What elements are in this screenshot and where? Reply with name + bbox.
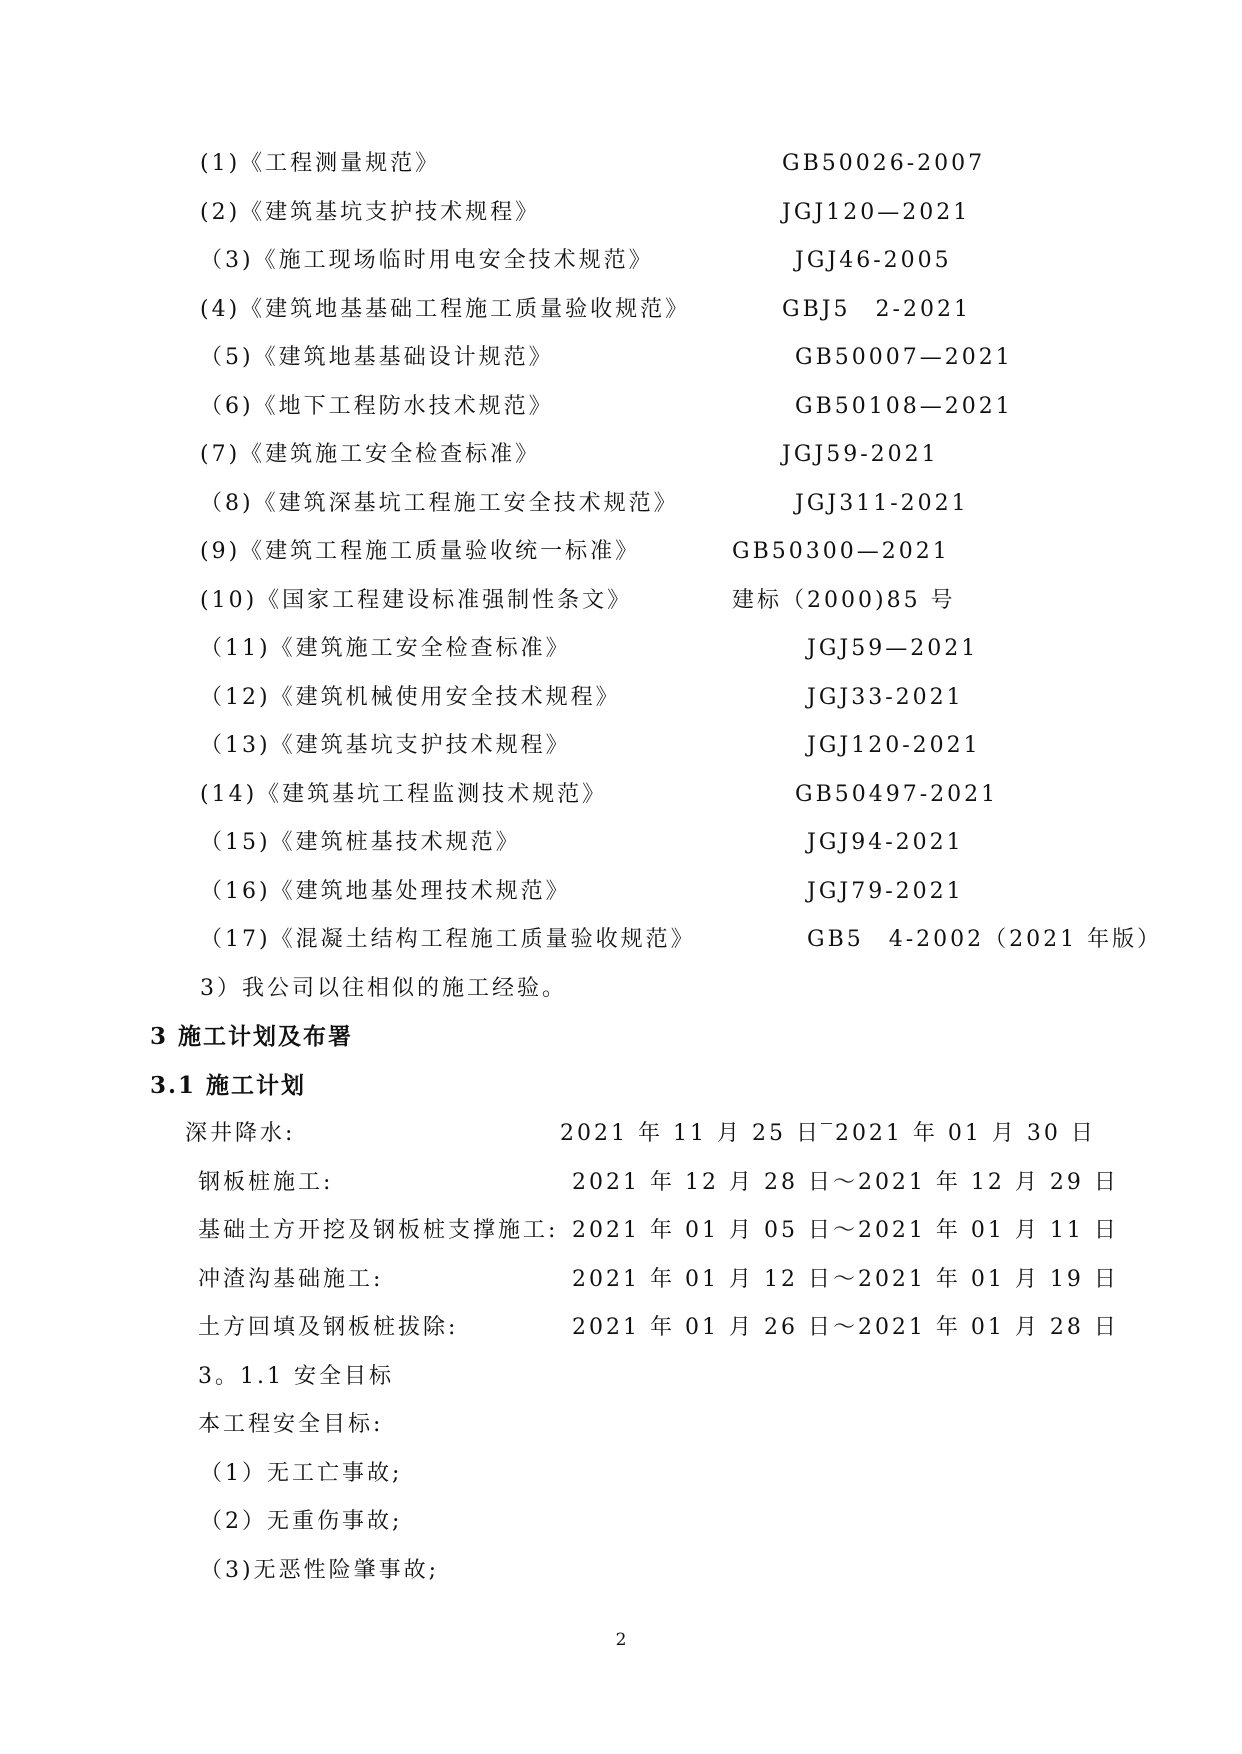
standard-row: [0, 920, 1242, 960]
standard-name: (14)《建筑基坑工程监测技术规范》: [200, 782, 608, 807]
standard-code: JGJ120—2021: [782, 200, 971, 225]
standard-name: (10)《国家工程建设标准强制性条文》: [200, 588, 633, 613]
standard-name: （15)《建筑桩基技术规范》: [200, 830, 521, 855]
safety-intro: [0, 1405, 1242, 1445]
standard-row: [0, 435, 1242, 475]
standard-code: GBJ5 2-2021: [782, 297, 971, 322]
standard-row: [0, 387, 1242, 427]
standard-row: [0, 775, 1242, 815]
standard-row: [0, 532, 1242, 572]
standard-row: [0, 338, 1242, 378]
safety-goal-text: （3)无恶性险肇事故;: [200, 1558, 439, 1583]
standard-code: GB50026-2007: [782, 151, 986, 176]
standard-name: （12)《建筑机械使用安全技术规程》: [200, 685, 621, 710]
schedule-period: 2021 年 12 月 28 日～2021 年 12 月 29 日: [572, 1170, 1119, 1195]
standard-code: JGJ33-2021: [807, 685, 964, 710]
safety-goal-text: （1）无工亡事故;: [200, 1461, 403, 1486]
subsection-heading: [0, 1066, 1242, 1106]
standard-row: [0, 872, 1242, 912]
standard-name: (4)《建筑地基基础工程施工质量验收规范》: [200, 297, 691, 322]
standard-code: GB5 4-2002（2021 年版）: [807, 927, 1163, 952]
schedule-period: 2021 年 11 月 25 日‾2021 年 01 月 30 日: [560, 1121, 1096, 1146]
standard-code: GB50108—2021: [795, 394, 1013, 419]
safety-goal: [0, 1454, 1242, 1494]
schedule-row: [0, 1260, 1242, 1300]
standard-code: GB50300—2021: [732, 539, 950, 564]
standard-code: JGJ94-2021: [807, 830, 964, 855]
schedule-task: 冲渣沟基础施工:: [198, 1267, 384, 1292]
safety-goal: [0, 1502, 1242, 1542]
standard-row: [0, 193, 1242, 233]
standard-code: JGJ120-2021: [807, 733, 981, 758]
standard-name: （8)《建筑深基坑工程施工安全技术规范》: [200, 491, 679, 516]
standard-code: GB50497-2021: [795, 782, 999, 807]
standard-row: [0, 678, 1242, 718]
standard-row: [0, 241, 1242, 281]
standard-name: （13)《建筑基坑支护技术规程》: [200, 733, 571, 758]
page-number: 2: [615, 1630, 627, 1650]
safety-goal: [0, 1551, 1242, 1591]
schedule-row: [0, 1308, 1242, 1348]
standard-code: JGJ79-2021: [807, 879, 964, 904]
standard-name: (9)《建筑工程施工质量验收统一标准》: [200, 539, 641, 564]
schedule-task: 基础土方开挖及钢板桩支撑施工:: [198, 1218, 559, 1243]
section-3-1-title: 3.1 施工计划: [150, 1072, 307, 1099]
schedule-row: [0, 1114, 1242, 1154]
schedule-row: [0, 1163, 1242, 1203]
standard-name: (1)《工程测量规范》: [200, 151, 441, 176]
schedule-task: 土方回填及钢板桩拔除:: [198, 1315, 459, 1340]
schedule-period: 2021 年 01 月 26 日～2021 年 01 月 28 日: [572, 1315, 1119, 1340]
experience-note-text: 3）我公司以往相似的施工经验。: [200, 976, 567, 1001]
standard-name: （6)《地下工程防水技术规范》: [200, 394, 554, 419]
standard-row: [0, 144, 1242, 184]
standard-row: [0, 823, 1242, 863]
safety-subsection-title: [0, 1357, 1242, 1397]
experience-note: [0, 969, 1242, 1009]
schedule-task: 钢板桩施工:: [198, 1170, 334, 1195]
standard-name: （16)《建筑地基处理技术规范》: [200, 879, 571, 904]
standard-row: [0, 629, 1242, 669]
schedule-row: [0, 1211, 1242, 1251]
section-3-title: 3 施工计划及布署: [150, 1023, 354, 1050]
standard-code: GB50007—2021: [795, 345, 1013, 370]
section-heading: [0, 1017, 1242, 1057]
schedule-period: 2021 年 01 月 12 日～2021 年 01 月 19 日: [572, 1267, 1119, 1292]
safety-goal-text: （2）无重伤事故;: [200, 1509, 403, 1534]
standard-code: JGJ59-2021: [782, 442, 939, 467]
standard-name: （5)《建筑地基基础设计规范》: [200, 345, 554, 370]
safety-intro-text: 本工程安全目标:: [198, 1412, 384, 1437]
standard-row: [0, 726, 1242, 766]
standard-name: (2)《建筑基坑支护技术规程》: [200, 200, 541, 225]
standard-row: [0, 290, 1242, 330]
standard-name: （17)《混凝土结构工程施工质量验收规范》: [200, 927, 696, 952]
standard-code: 建标（2000)85 号: [732, 588, 956, 613]
standard-name: （11)《建筑施工安全检查标准》: [200, 636, 571, 661]
standard-name: （3)《施工现场临时用电安全技术规范》: [200, 248, 654, 273]
standard-code: JGJ59—2021: [807, 636, 979, 661]
standard-code: JGJ46-2005: [795, 248, 952, 273]
standard-row: [0, 484, 1242, 524]
schedule-task: 深井降水:: [185, 1121, 296, 1146]
standard-code: JGJ311-2021: [795, 491, 969, 516]
standard-name: (7)《建筑施工安全检查标准》: [200, 442, 541, 467]
standard-row: [0, 581, 1242, 621]
schedule-period: 2021 年 01 月 05 日～2021 年 01 月 11 日: [572, 1218, 1119, 1243]
safety-subsection-title-text: 3。1.1 安全目标: [198, 1364, 394, 1389]
